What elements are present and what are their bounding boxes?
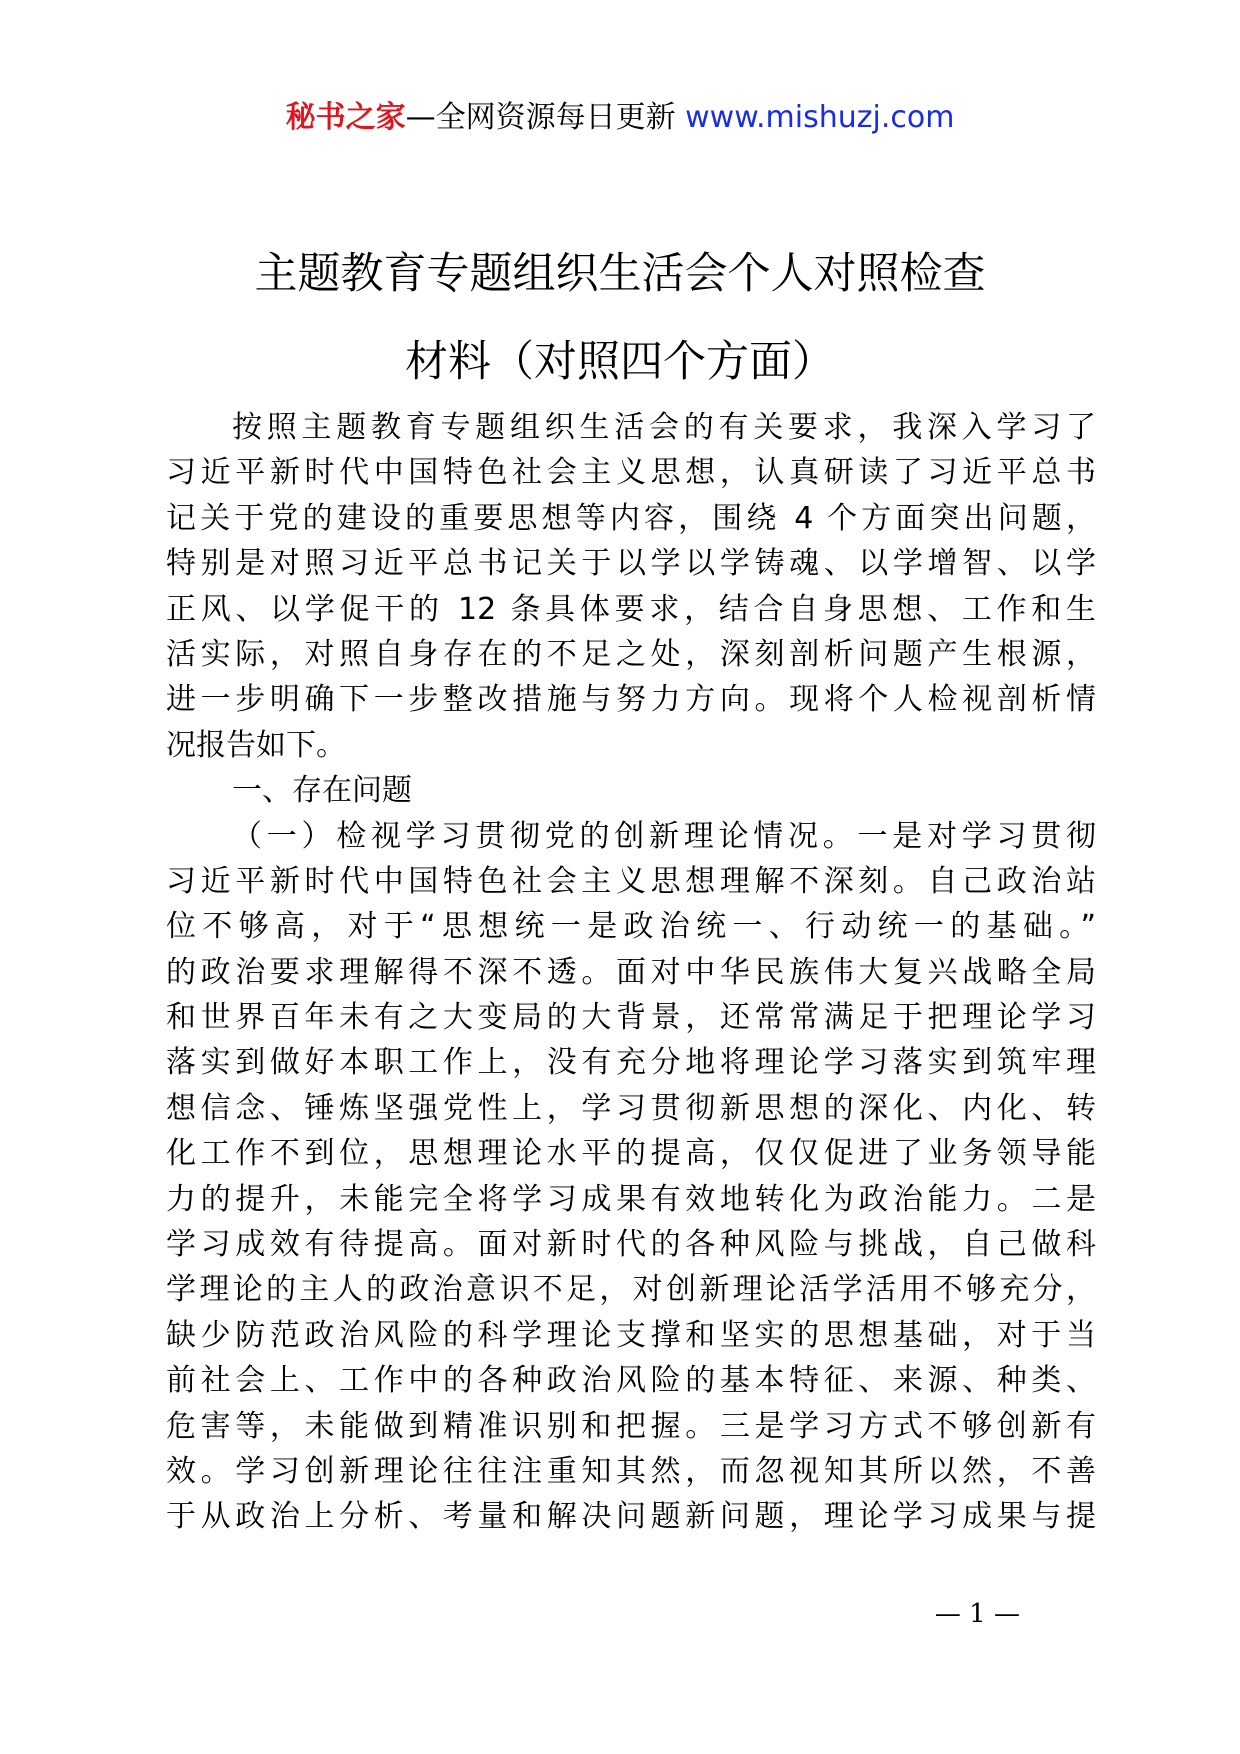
body-line: 正风、以学促干的 12 条具体要求，结合自身思想、工作和生 bbox=[166, 591, 1096, 627]
body-line: 危害等，未能做到精准识别和把握。三是学习方式不够创新有 bbox=[166, 1408, 1096, 1444]
site-url-link[interactable]: www.mishuzj.com bbox=[685, 100, 955, 135]
body-line: 落实到做好本职工作上，没有充分地将理论学习落实到筑牢理 bbox=[166, 1045, 1096, 1081]
body-line: 位不够高，对于“思想统一是政治统一、行动统一的基础。” bbox=[166, 909, 1096, 945]
body-line: 进一步明确下一步整改措施与努力方向。现将个人检视剖析情 bbox=[166, 682, 1096, 718]
body-line: 化工作不到位，思想理论水平的提高，仅仅促进了业务领导能 bbox=[166, 1136, 1096, 1172]
body-line: 缺少防范政治风险的科学理论支撑和坚实的思想基础，对于当 bbox=[166, 1317, 1096, 1353]
body-line: 特别是对照习近平总书记关于以学以学铸魂、以学增智、以学 bbox=[166, 546, 1096, 582]
body-line: 况报告如下。 bbox=[166, 727, 346, 763]
page-number: — 1 — bbox=[934, 1599, 1020, 1629]
body-line: 按照主题教育专题组织生活会的有关要求，我深入学习了 bbox=[232, 410, 1096, 445]
document-title-line-1: 主题教育专题组织生活会个人对照检查 bbox=[254, 249, 986, 299]
body-line: 于从政治上分析、考量和解决问题新问题，理论学习成果与提 bbox=[166, 1499, 1096, 1535]
document-body bbox=[166, 405, 1096, 1540]
body-line: 效。学习创新理论往往注重知其然，而忽视知其所以然，不善 bbox=[166, 1453, 1096, 1489]
body-line: 想信念、锤炼坚强党性上，学习贯彻新思想的深化、内化、转 bbox=[166, 1090, 1096, 1126]
body-line: 活实际，对照自身存在的不足之处，深刻剖析问题产生根源， bbox=[166, 636, 1096, 672]
body-line: 的政治要求理解得不深不透。面对中华民族伟大复兴战略全局 bbox=[166, 954, 1096, 990]
body-line: 学习成效有待提高。面对新时代的各种风险与挑战，自己做科 bbox=[166, 1227, 1096, 1263]
section-heading: 一、存在问题 bbox=[232, 773, 412, 809]
site-brand: 秘书之家 bbox=[285, 100, 406, 135]
body-line: 习近平新时代中国特色社会主义思想理解不深刻。自己政治站 bbox=[166, 863, 1096, 899]
body-line: 前社会上、工作中的各种政治风险的基本特征、来源、种类、 bbox=[166, 1363, 1096, 1399]
body-line: 学理论的主人的政治意识不足，对创新理论活学活用不够充分， bbox=[166, 1272, 1096, 1308]
document-title-line-2: 材料（对照四个方面） bbox=[405, 337, 835, 387]
site-tagline: —全网资源每日更新 bbox=[405, 100, 676, 135]
body-line: 和世界百年未有之大变局的大背景，还常常满足于把理论学习 bbox=[166, 1000, 1096, 1036]
body-line: 习近平新时代中国特色社会主义思想，认真研读了习近平总书 bbox=[166, 455, 1096, 491]
body-line: 力的提升，未能完全将学习成果有效地转化为政治能力。二是 bbox=[166, 1181, 1096, 1217]
body-line: 记关于党的建设的重要思想等内容，围绕 4 个方面突出问题， bbox=[166, 500, 1096, 536]
site-header bbox=[0, 98, 1240, 138]
body-line: （一）检视学习贯彻党的创新理论情况。一是对学习贯彻 bbox=[232, 818, 1096, 854]
